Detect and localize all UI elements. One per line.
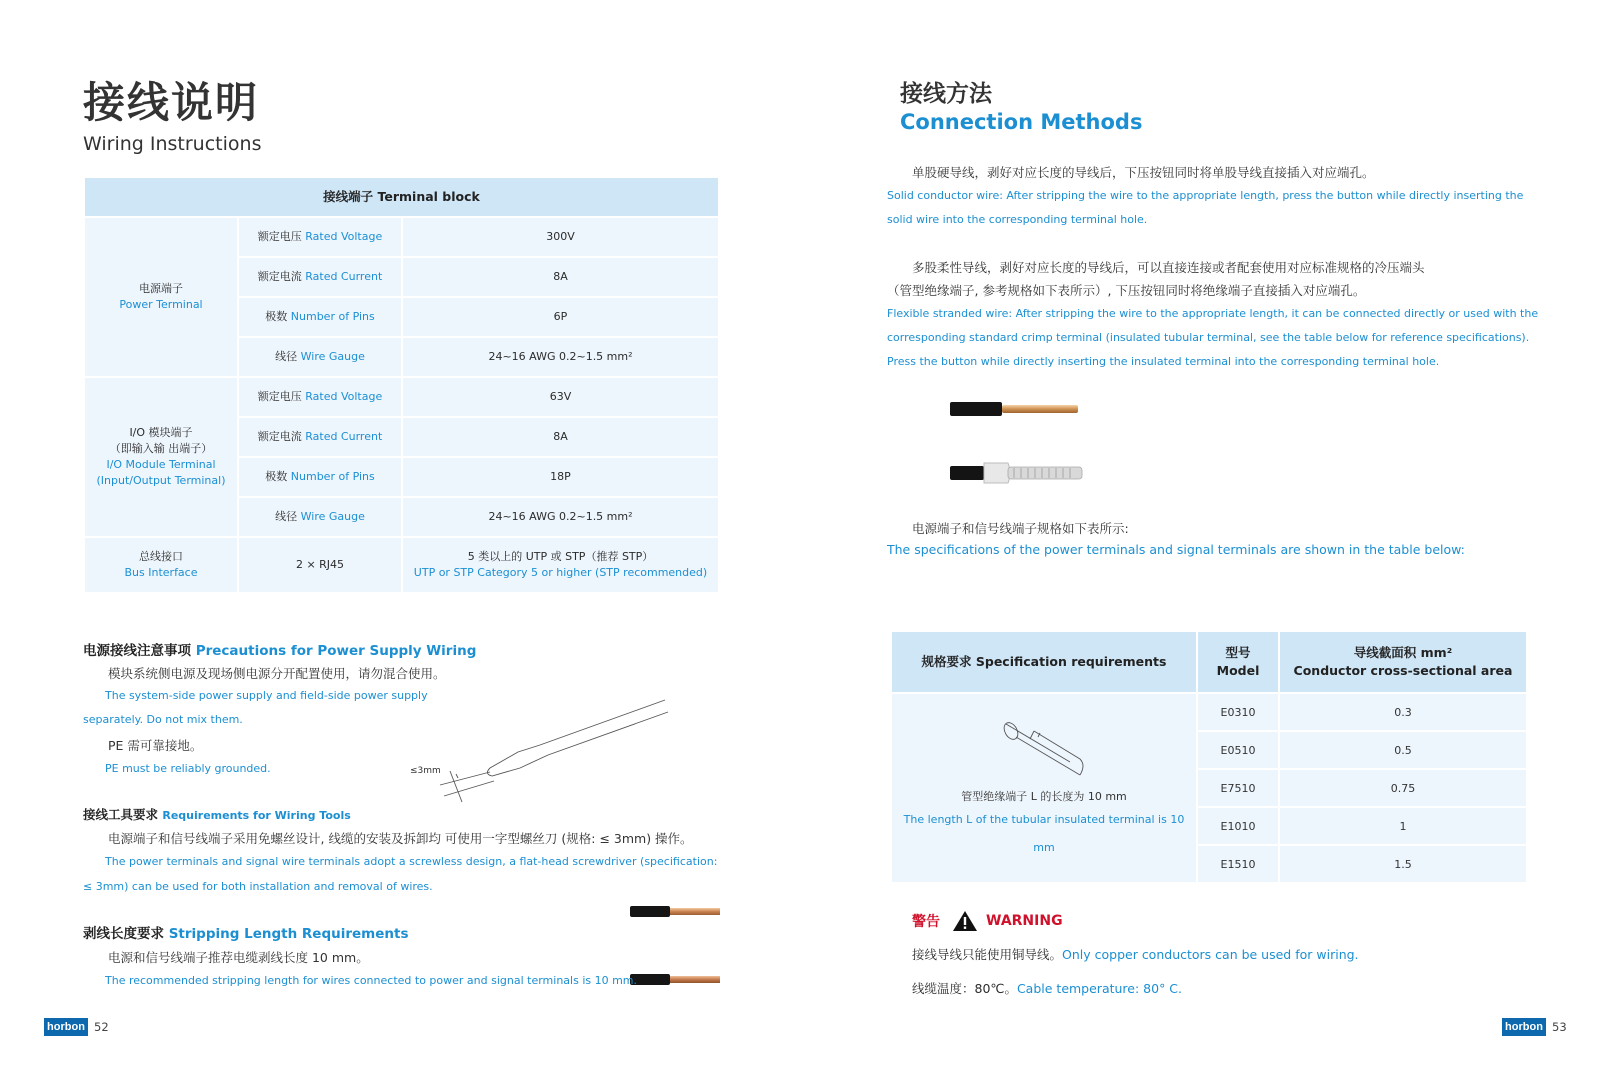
warning-line-1 xyxy=(912,946,1359,964)
precaution-2-cn: PE 需可靠接地。 xyxy=(108,738,203,753)
bus-interface-group xyxy=(84,537,238,593)
tools-heading xyxy=(83,806,351,825)
solid-wire-image xyxy=(950,398,1080,420)
value-en: UTP or STP Category 5 or higher (STP recommended) xyxy=(413,566,708,579)
label-en: Wire Gauge xyxy=(300,510,365,523)
page-number: 52 xyxy=(94,1020,109,1034)
spec-intro-en: The specifications of the power terminals and signal terminals are shown in the table below: xyxy=(887,542,1465,557)
tools-en-a: The power terminals and signal wire terminals adopt a screwless design, a flat-head screwdriver (specification: xyxy=(105,855,718,868)
solid-wire-en-2: solid wire into the corresponding terminal hole. xyxy=(887,213,1148,226)
value-cn: 5 类以上的 UTP 或 STP（推荐 STP） xyxy=(467,550,654,563)
label-cn: 额定电压 xyxy=(257,390,302,403)
label-cn: 极数 xyxy=(265,310,288,323)
group-label-en: Power Terminal xyxy=(119,298,203,311)
group-label-cn: 电源端子 xyxy=(139,282,183,295)
label-en: Number of Pins xyxy=(290,310,375,323)
brand-logo: horbon xyxy=(1502,1018,1546,1036)
tools-en-b: ≤ 3mm) can be used for both installation and removal of wires. xyxy=(83,880,433,893)
section-title-en: Connection Methods xyxy=(900,110,1143,134)
tools-cn: 电源端子和信号线端子采用免螺丝设计, 线缆的安装及拆卸均 可使用一字型螺丝刀 (规格: ≤ 3mm) 操作。 xyxy=(108,831,693,846)
group-label-cn-sub: （即输入输 出端子） xyxy=(109,442,213,455)
param-label xyxy=(238,297,402,337)
solid-wire-cn: 单股硬导线，剥好对应长度的导线后，下压按钮同时将单股导线直接插入对应端孔。 xyxy=(912,165,1375,180)
group-label-en: Bus Interface xyxy=(124,566,198,579)
param-value: 8A xyxy=(402,417,719,457)
param-label xyxy=(238,417,402,457)
section-title-cn: 接线方法 xyxy=(900,81,992,107)
ferrule-spec-table xyxy=(890,630,1528,884)
solid-wire-en-1: Solid conductor wire: After stripping the wire to the appropriate length, press the button while directly inserting the xyxy=(887,189,1524,202)
label-cn: 额定电压 xyxy=(257,230,302,243)
model-cell: E0310 xyxy=(1197,693,1279,731)
warning-label-cn: 警告 xyxy=(912,914,940,930)
param-label: 2 × RJ45 xyxy=(238,537,402,593)
label-en: Rated Voltage xyxy=(305,230,383,243)
header-cn: 型号 xyxy=(1225,645,1251,660)
table-row xyxy=(84,217,719,257)
param-label xyxy=(238,497,402,537)
table-header: 接线端子 Terminal block xyxy=(84,177,719,217)
model-cell: E1010 xyxy=(1197,807,1279,845)
heading-cn: 接线工具要求 xyxy=(83,807,159,822)
precautions-heading xyxy=(83,642,476,660)
precaution-1-cn: 模块系统侧电源及现场侧电源分开配置使用，请勿混合使用。 xyxy=(108,666,446,681)
page-number: 53 xyxy=(1552,1020,1567,1034)
area-cell: 1 xyxy=(1279,807,1527,845)
brand-logo: horbon xyxy=(44,1018,88,1036)
tubular-terminal-drawing xyxy=(994,715,1094,783)
stranded-wire-cn-2: （管型绝缘端子, 参考规格如下表所示）, 下压按钮同时将绝缘端子直接插入对应端孔。 xyxy=(887,283,1366,298)
param-label xyxy=(238,377,402,417)
area-cell: 0.75 xyxy=(1279,769,1527,807)
label-cn: 额定电流 xyxy=(257,270,302,283)
heading-cn: 剥线长度要求 xyxy=(83,926,164,942)
param-value: 24~16 AWG 0.2~1.5 mm² xyxy=(402,497,719,537)
power-terminal-group xyxy=(84,217,238,377)
precaution-1-en-b: separately. Do not mix them. xyxy=(83,713,243,726)
warning-line-1-en: Only copper conductors can be used for wiring. xyxy=(1062,947,1359,962)
param-value: 24~16 AWG 0.2~1.5 mm² xyxy=(402,337,719,377)
page-title-en: Wiring Instructions xyxy=(83,133,262,155)
label-en: Rated Voltage xyxy=(305,390,383,403)
io-terminal-group xyxy=(84,377,238,537)
warning-triangle-icon xyxy=(952,910,978,932)
area-cell: 0.5 xyxy=(1279,731,1527,769)
area-cell: 0.3 xyxy=(1279,693,1527,731)
label-cn: 线径 xyxy=(275,510,298,523)
table-row xyxy=(891,693,1527,731)
label-en: Rated Current xyxy=(305,270,383,283)
table-header-row xyxy=(84,177,719,217)
area-header xyxy=(1279,631,1527,693)
heading-en: Stripping Length Requirements xyxy=(168,926,409,942)
precaution-2-en: PE must be reliably grounded. xyxy=(105,762,271,775)
model-cell: E1510 xyxy=(1197,845,1279,883)
header-en: Conductor cross-sectional area xyxy=(1293,663,1513,678)
stranded-wire-en-3: Press the button while directly inserting the insulated terminal into the corresponding terminal hole. xyxy=(887,355,1440,368)
warning-line-1-cn: 接线导线只能使用铜导线。 xyxy=(912,947,1063,962)
label-cn: 额定电流 xyxy=(257,430,302,443)
heading-en: Precautions for Power Supply Wiring xyxy=(195,643,477,659)
drawing-caption-cn: 管型绝缘端子 L 的长度为 10 mm xyxy=(961,789,1127,803)
stranded-wire-en-2: corresponding standard crimp terminal (insulated tubular terminal, see the table below for reference specifications). xyxy=(887,331,1530,344)
param-label xyxy=(238,257,402,297)
stripped-wire-image xyxy=(630,968,720,992)
stripping-heading xyxy=(83,925,408,943)
param-value xyxy=(402,537,719,593)
param-label xyxy=(238,457,402,497)
ferrule-terminal-image xyxy=(950,460,1085,486)
heading-en: Requirements for Wiring Tools xyxy=(162,809,351,822)
group-label-cn: 总线接口 xyxy=(139,550,183,563)
param-value: 6P xyxy=(402,297,719,337)
warning-line-2 xyxy=(912,980,1182,998)
precaution-1-en-a: The system-side power supply and field-side power supply xyxy=(105,689,428,702)
group-label-en-sub: (Input/Output Terminal) xyxy=(96,474,226,487)
stranded-wire-cn-1: 多股柔性导线，剥好对应长度的导线后，可以直接连接或者配套使用对应标准规格的冷压端头 xyxy=(912,260,1425,275)
param-value: 300V xyxy=(402,217,719,257)
param-value: 8A xyxy=(402,257,719,297)
table-row xyxy=(84,537,719,593)
dimension-label: ≤3mm xyxy=(410,766,441,776)
group-label-en: I/O Module Terminal xyxy=(106,458,216,471)
page-title-cn: 接线说明 xyxy=(83,78,260,127)
model-cell: E0510 xyxy=(1197,731,1279,769)
label-en: Rated Current xyxy=(305,430,383,443)
warning-line-2-en: Cable temperature: 80° C. xyxy=(1016,981,1182,996)
label-en: Number of Pins xyxy=(290,470,375,483)
param-value: 63V xyxy=(402,377,719,417)
label-cn: 线径 xyxy=(275,350,298,363)
table-header-row xyxy=(891,631,1527,693)
warning-line-2-cn: 线缆温度：80℃。 xyxy=(912,981,1017,996)
header-en: Model xyxy=(1216,663,1260,678)
param-value: 18P xyxy=(402,457,719,497)
screwdriver-illustration xyxy=(410,690,675,815)
warning-heading xyxy=(912,910,1063,932)
model-header xyxy=(1197,631,1279,693)
heading-cn: 电源接线注意事项 xyxy=(83,643,191,659)
stripping-en: The recommended stripping length for wires connected to power and signal terminals is 10 mm. xyxy=(105,974,638,987)
header-cn: 导线截面积 mm² xyxy=(1353,645,1453,660)
param-label xyxy=(238,337,402,377)
label-cn: 极数 xyxy=(265,470,288,483)
terminal-block-table xyxy=(83,176,720,594)
spec-header: 规格要求 Specification requirements xyxy=(891,631,1197,693)
label-en: Wire Gauge xyxy=(300,350,365,363)
spec-intro-cn: 电源端子和信号线端子规格如下表所示: xyxy=(912,521,1129,536)
stripping-cn: 电源和信号线端子推荐电缆剥线长度 10 mm。 xyxy=(108,950,369,965)
ferrule-drawing-cell xyxy=(891,693,1197,883)
model-cell: E7510 xyxy=(1197,769,1279,807)
group-label-cn: I/O 模块端子 xyxy=(129,426,193,439)
param-label xyxy=(238,217,402,257)
stripped-wire-image xyxy=(630,900,720,924)
table-row xyxy=(84,377,719,417)
stranded-wire-en-1: Flexible stranded wire: After stripping the wire to the appropriate length, it can be connected directly or used with the xyxy=(887,307,1539,320)
warning-label-en: WARNING xyxy=(986,913,1063,929)
area-cell: 1.5 xyxy=(1279,845,1527,883)
drawing-caption-en: The length L of the tubular insulated terminal is 10 mm xyxy=(903,812,1185,854)
